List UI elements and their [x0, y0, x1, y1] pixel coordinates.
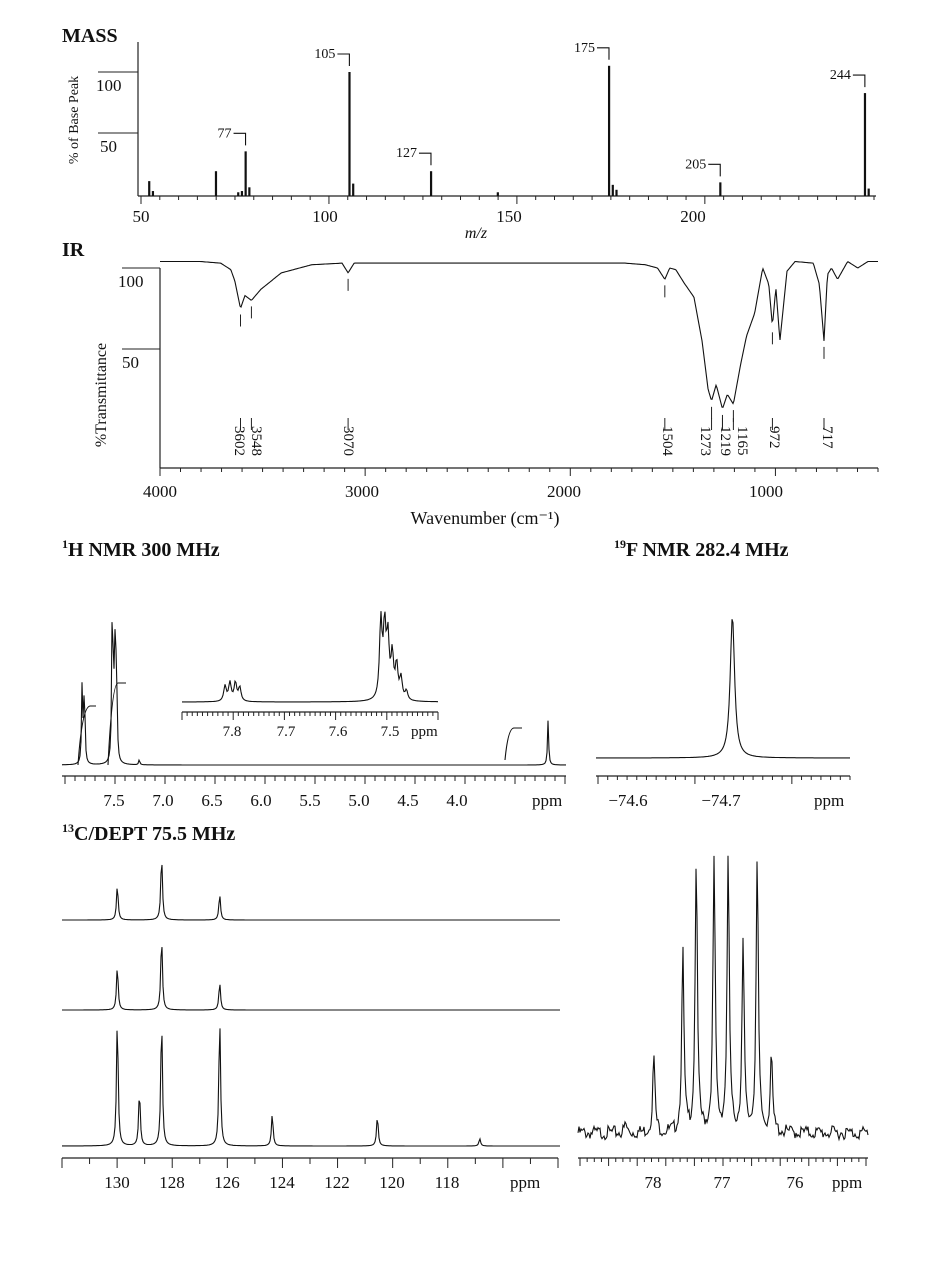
mass-peak-label-105: 105 [314, 47, 336, 62]
ir-peak-label-972: 972 [766, 426, 782, 449]
h1-inset-unit: ppm [411, 724, 438, 740]
mass-x-ticks [141, 196, 874, 204]
mass-peak-label-77: 77 [217, 126, 232, 142]
ir-peak-label-1219: 1219 [717, 426, 733, 456]
c13-inset-tick-76: 76 [786, 1173, 804, 1192]
ir-x-axis-label: Wavenumber (cm⁻¹) [410, 508, 560, 528]
c13-inset-unit: ppm [832, 1173, 863, 1192]
mass-peak-leader-205 [708, 164, 720, 176]
c13-inset-tick-78: 78 [644, 1173, 662, 1192]
h1-inset-tick-7.8: 7.8 [222, 724, 242, 740]
c13-x-tick-124: 124 [269, 1173, 295, 1192]
mass-x-tick-200: 200 [680, 207, 706, 226]
ir-y-tick-100: 100 [118, 272, 144, 291]
h1-inset-ticks [182, 712, 438, 720]
ir-peak-label-1165: 1165 [734, 426, 750, 456]
mass-bar-106 [352, 184, 354, 196]
ir-x-tick-4000: 4000 [143, 482, 177, 501]
h1-integral-3.62 [505, 728, 522, 760]
c13-title [62, 821, 235, 845]
h1-inset-trace [182, 611, 438, 702]
f19-nmr-panel [596, 537, 850, 810]
c13-inset-ticks [580, 1158, 866, 1166]
mass-peak-label-244: 244 [829, 68, 851, 84]
ir-x-tick-1000: 1000 [749, 482, 783, 501]
mass-peak-leader-127 [419, 153, 431, 165]
ir-y-tick-50: 50 [122, 353, 139, 372]
mass-bars [148, 41, 870, 196]
c13-x-tick-128: 128 [159, 1173, 185, 1192]
mass-y-axis-label: % of Base Peak [67, 75, 82, 165]
c13-broadband-trace [62, 1028, 560, 1146]
f19-x-ticks [598, 776, 850, 784]
c13-title-text: C/DEPT 75.5 MHz [74, 823, 236, 845]
f19-x-tick-74.6: −74.6 [608, 791, 648, 810]
ir-peak-label-3602: 3602 [231, 426, 247, 456]
c13-inset-tick-77: 77 [713, 1173, 731, 1192]
c13-x-tick-118: 118 [434, 1173, 460, 1192]
c13-inset-trace [578, 856, 868, 1140]
h1-x-tick-4.0: 4.0 [446, 791, 468, 810]
ir-peak-label-3070: 3070 [340, 426, 356, 456]
h1-x-tick-5.0: 5.0 [348, 791, 370, 810]
f19-title [614, 537, 789, 561]
c13-x-tick-120: 120 [379, 1173, 405, 1192]
ir-x-tick-2000: 2000 [547, 482, 581, 501]
mass-peak-label-127: 127 [395, 146, 417, 162]
mass-x-tick-50: 50 [132, 207, 150, 226]
mass-spectrum-panel [62, 25, 876, 242]
ir-x-tick-3000: 3000 [345, 482, 379, 501]
c13-dept-trace-1 [62, 865, 560, 920]
h1-inset-tick-7.6: 7.6 [328, 724, 348, 740]
mass-peak-label-205: 205 [685, 157, 707, 173]
ir-peak-label-717: 717 [819, 426, 835, 449]
h1-title-superscript: 1 [62, 537, 68, 551]
mass-bar-127 [430, 171, 432, 196]
f19-title-text: F NMR 282.4 MHz [626, 539, 789, 561]
mass-bar-77 [245, 151, 247, 196]
h1-nmr-panel [62, 537, 566, 810]
ir-x-ticks [160, 468, 878, 476]
h1-x-unit: ppm [532, 791, 563, 810]
mass-peak-label-175: 175 [573, 40, 595, 56]
mass-bar-51 [148, 181, 150, 196]
h1-x-tick-5.5: 5.5 [299, 791, 321, 810]
f19-trace [596, 619, 850, 758]
mass-peak-leader-77 [234, 133, 246, 145]
mass-bar-52 [152, 191, 154, 196]
ir-peak-label-3548: 3548 [248, 426, 264, 456]
h1-title-text: H NMR 300 MHz [68, 539, 220, 561]
mass-bar-76 [241, 191, 243, 196]
mass-peak-leader-175 [597, 48, 609, 60]
h1-inset-tick-7.5: 7.5 [380, 724, 400, 740]
mass-bar-105 [348, 72, 350, 196]
ir-y-axis-label: %Transmittance [93, 342, 110, 448]
h1-trace [62, 622, 566, 765]
f19-x-unit: ppm [814, 791, 845, 810]
f19-title-superscript: 19 [614, 537, 626, 551]
c13-inset-panel [578, 856, 868, 1192]
mass-bar-205 [719, 182, 721, 196]
mass-peak-leader-244 [853, 75, 865, 87]
mass-peak-leader-105 [337, 54, 349, 66]
ir-peak-label-1504: 1504 [659, 426, 675, 456]
ir-trace [160, 262, 878, 408]
h1-title [62, 537, 220, 561]
mass-bar-75 [237, 192, 239, 196]
h1-x-tick-7.5: 7.5 [103, 791, 125, 810]
h1-inset [182, 611, 438, 740]
h1-x-tick-4.5: 4.5 [397, 791, 419, 810]
c13-x-tick-130: 130 [104, 1173, 130, 1192]
c13-dept-panel [62, 821, 868, 1192]
mass-bar-245 [868, 189, 870, 196]
h1-x-ticks [65, 776, 565, 784]
h1-inset-tick-7.7: 7.7 [276, 724, 296, 740]
mass-bar-176 [612, 185, 614, 196]
mass-bar-145 [497, 192, 499, 196]
c13-x-ticks [62, 1158, 558, 1168]
mass-bar-78 [248, 187, 250, 196]
mass-x-axis-label: m/z [464, 225, 488, 242]
mass-y-tick-50: 50 [100, 137, 117, 156]
mass-title: MASS [62, 25, 118, 47]
ir-peak-markers [231, 279, 835, 457]
ir-title: IR [62, 239, 85, 261]
mass-bar-175 [608, 66, 610, 196]
h1-x-tick-6.5: 6.5 [201, 791, 223, 810]
ir-spectrum-panel [62, 239, 878, 529]
mass-x-tick-100: 100 [312, 207, 338, 226]
c13-x-tick-126: 126 [214, 1173, 240, 1192]
c13-x-unit: ppm [510, 1173, 541, 1192]
f19-x-tick-74.7: −74.7 [701, 791, 741, 810]
mass-y-tick-100: 100 [96, 76, 122, 95]
c13-title-superscript: 13 [62, 821, 74, 835]
c13-x-tick-122: 122 [324, 1173, 350, 1192]
c13-dept-trace-2 [62, 947, 560, 1010]
mass-x-tick-150: 150 [496, 207, 522, 226]
mass-bar-244 [864, 93, 866, 196]
mass-bar-177 [615, 190, 617, 196]
h1-x-tick-7.0: 7.0 [152, 791, 174, 810]
ir-peak-label-1273: 1273 [697, 426, 713, 456]
mass-bar-69 [215, 171, 217, 196]
h1-x-tick-6.0: 6.0 [250, 791, 272, 810]
